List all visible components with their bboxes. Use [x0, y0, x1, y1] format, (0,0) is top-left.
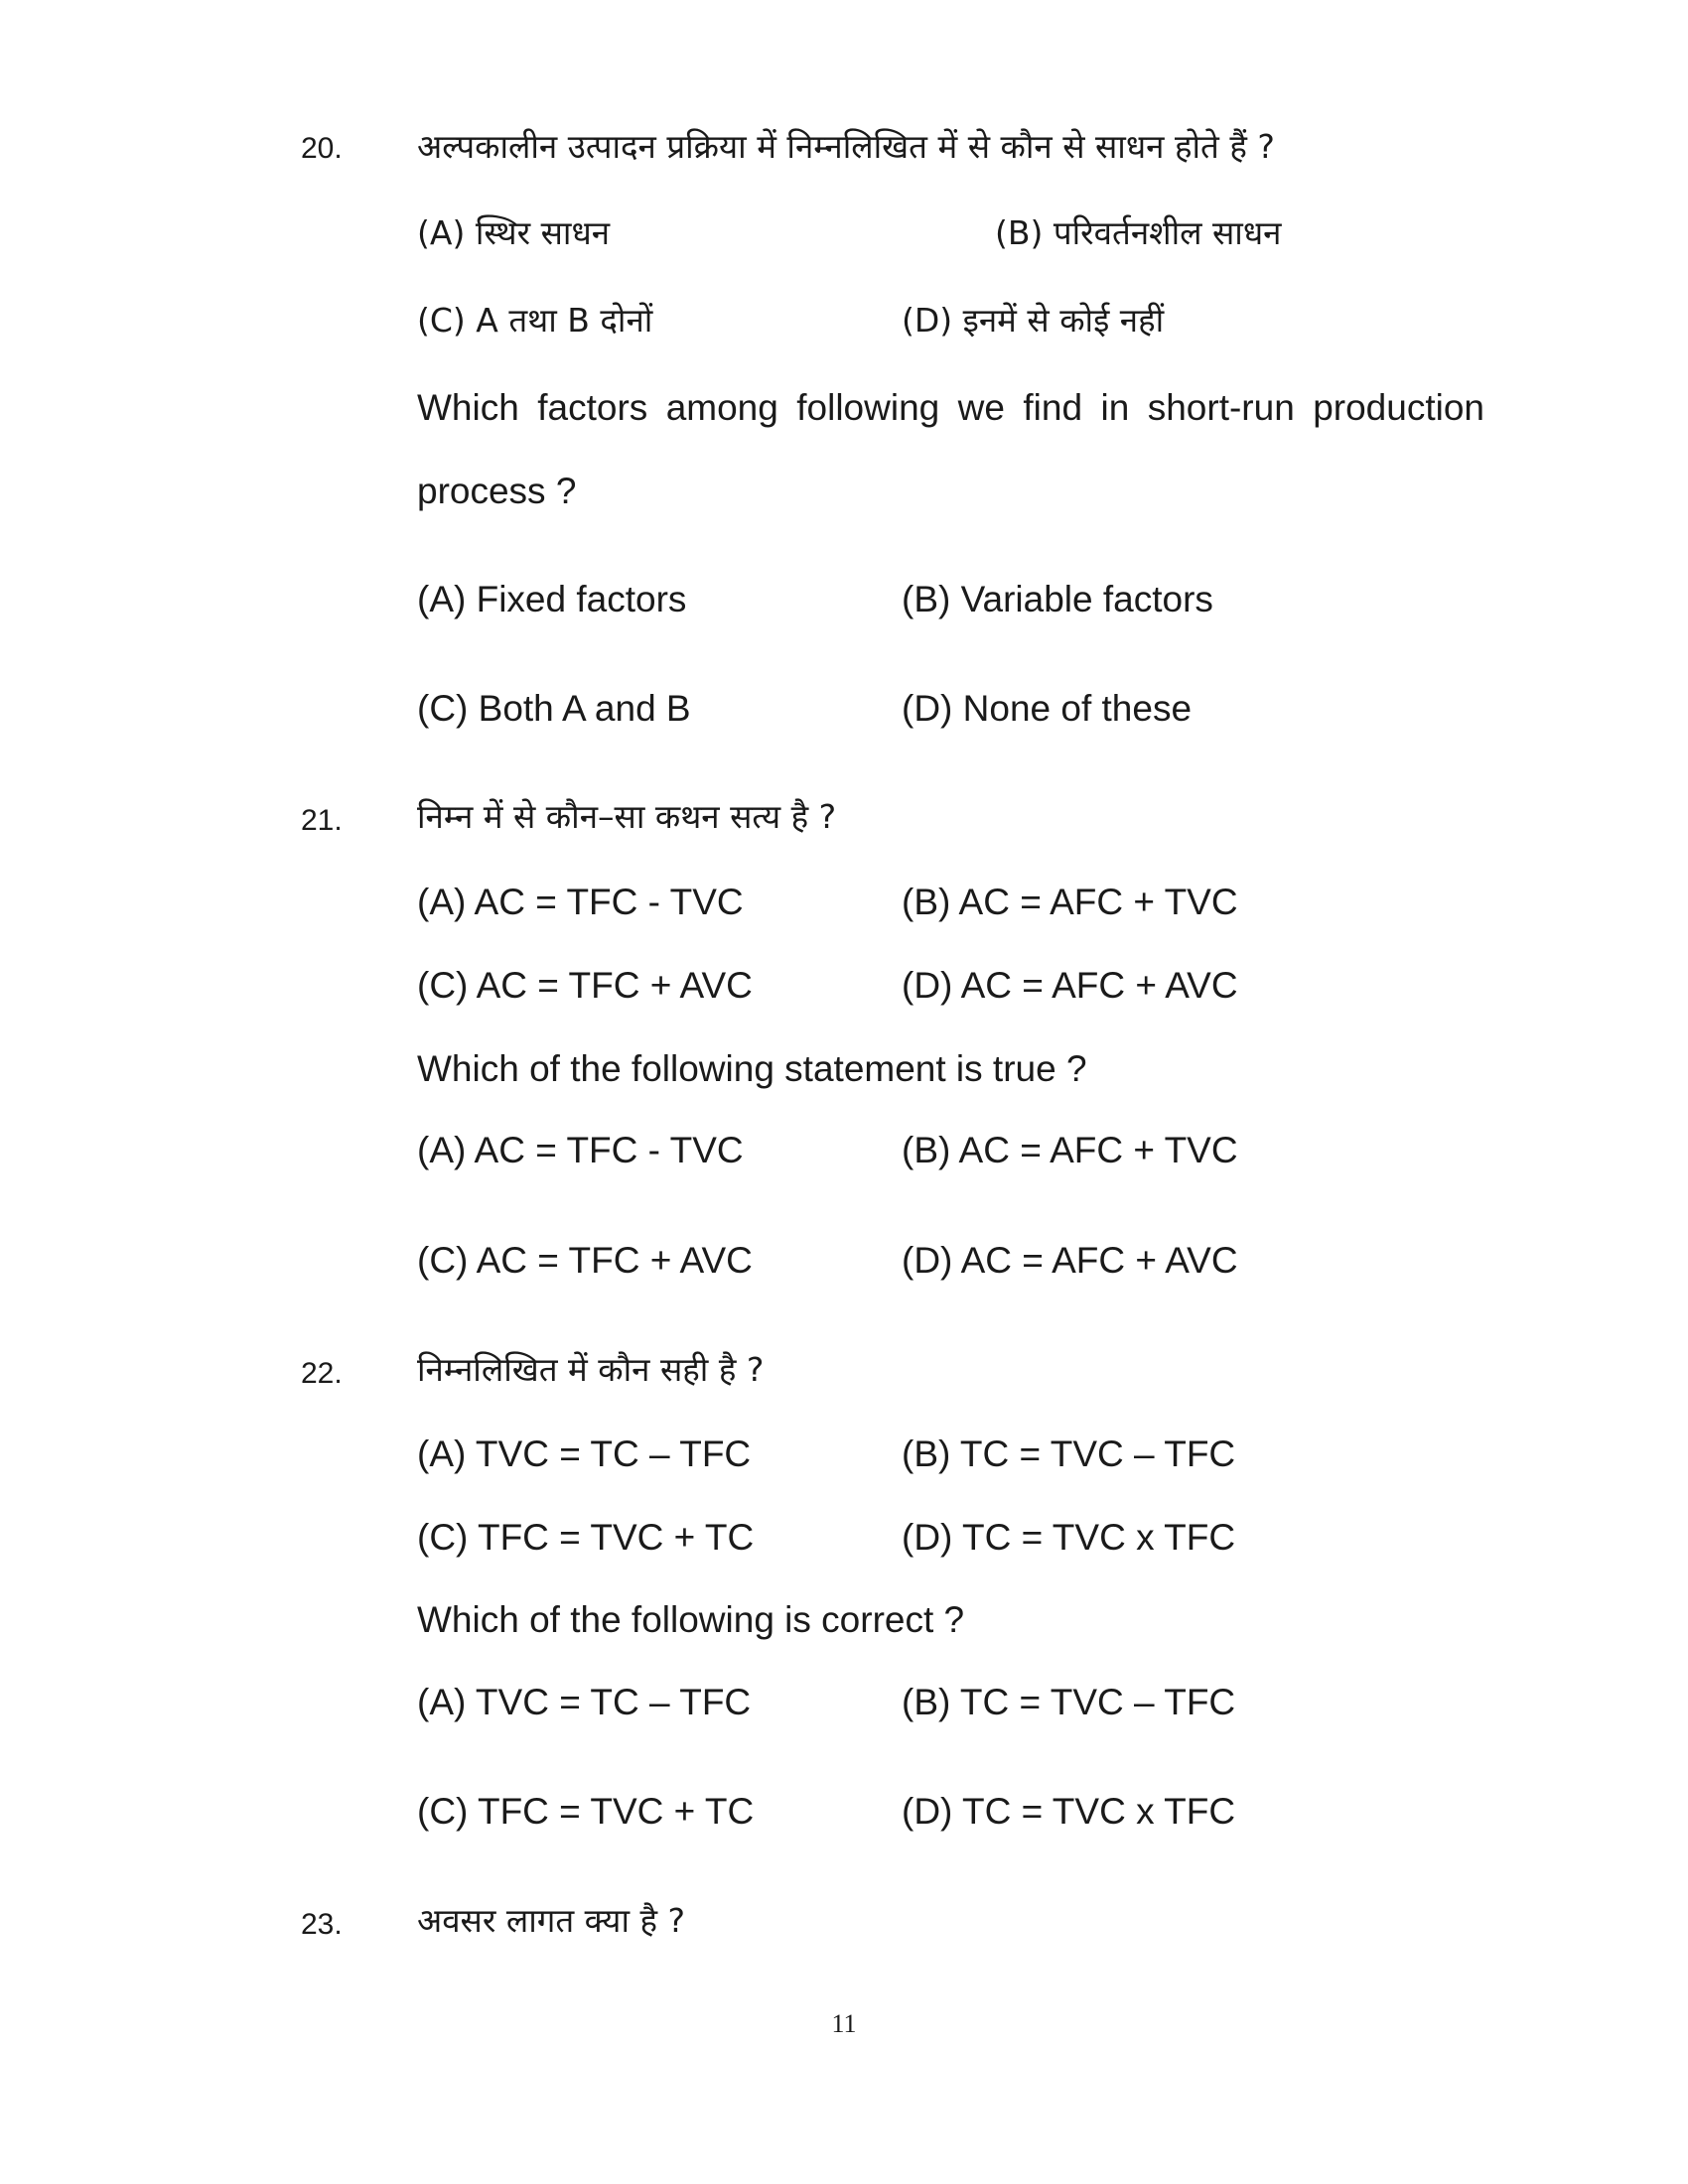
- option-a-hindi: (A) AC = TFC - TVC: [417, 882, 744, 922]
- option-a-hindi: (A) स्थिर साधन: [417, 213, 611, 252]
- question-number: 22.: [301, 1357, 343, 1390]
- option-d-hindi: (D) इनमें से कोई नहीं: [902, 301, 1165, 340]
- question-number: 21.: [301, 804, 343, 837]
- option-b-english: (B) Variable factors: [902, 579, 1213, 619]
- option-d-english: (D) None of these: [902, 688, 1193, 729]
- option-d-hindi: (D) TC = TVC x TFC: [902, 1517, 1236, 1558]
- option-a-english: (A) AC = TFC - TVC: [417, 1130, 744, 1170]
- question-text-english-cont: process ?: [417, 471, 577, 511]
- question-text-hindi: निम्न में से कौन–सा कथन सत्य है ?: [417, 797, 837, 836]
- option-b-hindi: (B) TC = TVC – TFC: [902, 1433, 1236, 1474]
- option-b-english: (B) TC = TVC – TFC: [902, 1682, 1236, 1722]
- question-text-hindi: अल्पकालीन उत्पादन प्रक्रिया में निम्नलिखित में से कौन से साधन होते हैं ?: [417, 127, 1275, 166]
- page-number: 11: [831, 2009, 857, 2038]
- question-text-english: Which factors among following we find in short-run production: [417, 387, 1484, 428]
- question-text-english: Which of the following statement is true ?: [417, 1048, 1087, 1089]
- question-text-hindi: निम्नलिखित में कौन सही है ?: [417, 1350, 765, 1389]
- option-b-english: (B) AC = AFC + TVC: [902, 1130, 1238, 1170]
- option-c-english: (C) Both A and B: [417, 688, 691, 729]
- question-text-hindi: अवसर लागत क्या है ?: [417, 1901, 686, 1940]
- option-c-english: (C) TFC = TVC + TC: [417, 1791, 755, 1832]
- option-b-hindi: (B) AC = AFC + TVC: [902, 882, 1238, 922]
- question-number: 23.: [301, 1908, 343, 1941]
- option-d-english: (D) AC = AFC + AVC: [902, 1240, 1238, 1281]
- option-c-hindi: (C) AC = TFC + AVC: [417, 965, 753, 1006]
- option-d-english: (D) TC = TVC x TFC: [902, 1791, 1236, 1832]
- option-d-hindi: (D) AC = AFC + AVC: [902, 965, 1238, 1006]
- option-a-english: (A) Fixed factors: [417, 579, 687, 619]
- option-a-english: (A) TVC = TC – TFC: [417, 1682, 752, 1722]
- option-b-hindi: (B) परिवर्तनशील साधन: [995, 213, 1282, 252]
- option-c-hindi: (C) A तथा B दोनों: [417, 301, 653, 340]
- option-c-english: (C) AC = TFC + AVC: [417, 1240, 753, 1281]
- option-c-hindi: (C) TFC = TVC + TC: [417, 1517, 755, 1558]
- question-text-english: Which of the following is correct ?: [417, 1599, 965, 1640]
- question-number: 20.: [301, 132, 343, 165]
- option-a-hindi: (A) TVC = TC – TFC: [417, 1433, 752, 1474]
